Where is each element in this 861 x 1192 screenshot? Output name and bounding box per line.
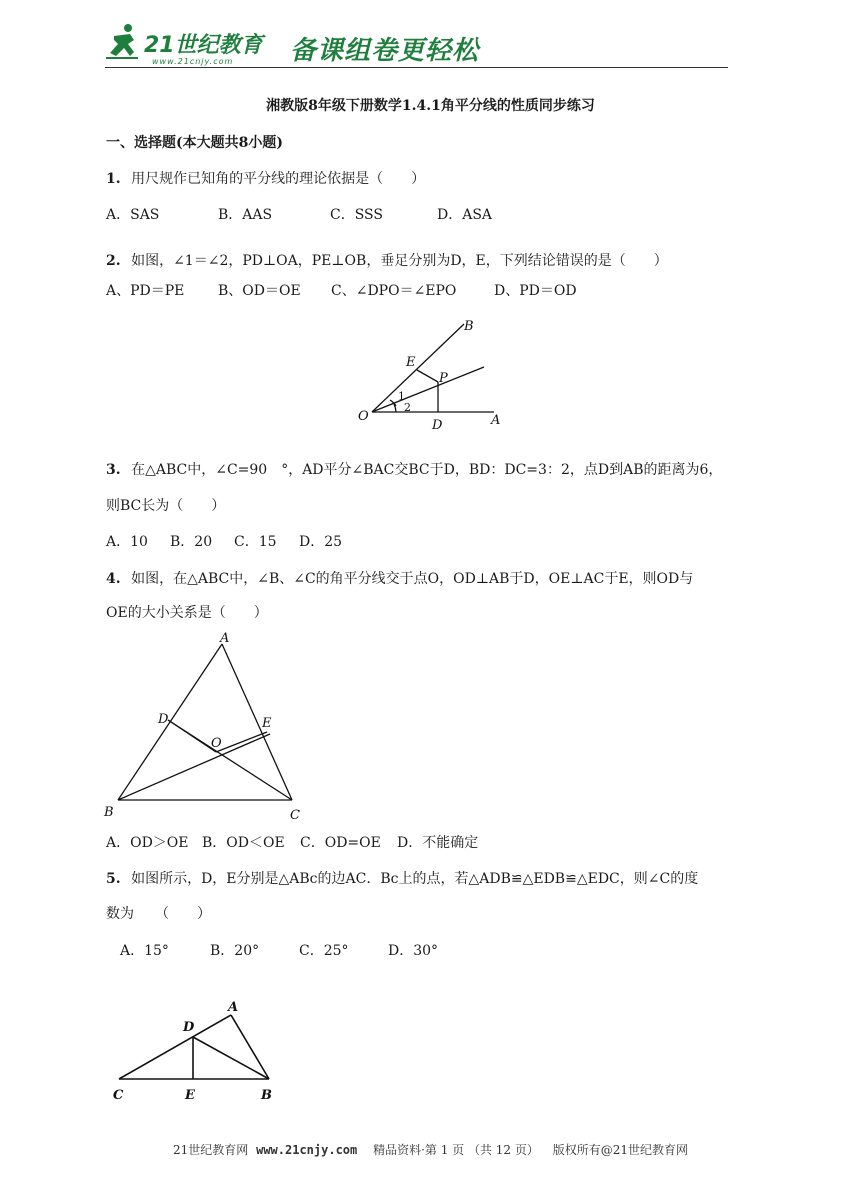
label-o: O	[211, 736, 222, 751]
question-2	[106, 251, 668, 271]
footer-site-name: 21世纪教育网	[173, 1143, 249, 1157]
side-ca	[119, 1015, 231, 1079]
question-3-line2: 则BC长为（ ）	[106, 498, 226, 514]
brand-slogan: 备课组卷更轻松	[290, 36, 480, 66]
footer-page-info: 精品资料·第 1 页 （共 12 页）	[373, 1143, 539, 1157]
q1-option-a: A．SAS	[106, 207, 160, 223]
question-3	[106, 460, 722, 480]
label-e: E	[406, 355, 416, 370]
q3-option-d: D．25	[299, 534, 343, 550]
label-a: A	[491, 413, 501, 428]
q1-option-b: B．AAS	[218, 207, 273, 223]
question-5	[106, 869, 698, 889]
label-e: E	[262, 716, 272, 731]
label-b: B	[464, 319, 474, 334]
q5-option-c: C．25°	[299, 943, 349, 959]
segment-pe	[417, 370, 438, 382]
question-text: 用尺规作已知角的平分线的理论依据是（ ）	[131, 171, 426, 187]
label-b: B	[104, 805, 114, 820]
question-number: 5.	[106, 871, 121, 887]
footer-copyright: 版权所有@21世纪教育网	[552, 1143, 688, 1157]
segment-od	[168, 720, 216, 752]
label-b: B	[261, 1088, 272, 1103]
question-text: 如图，∠1＝∠2，PD⊥OA，PE⊥OB，垂足分别为D，E，下列结论错误的是（ ）	[131, 253, 668, 269]
bisector-b	[118, 734, 270, 800]
segment-db	[193, 1037, 269, 1079]
q4-option-b: B．OD＜OE	[202, 835, 285, 851]
q1-option-d: D．ASA	[437, 207, 493, 223]
header-divider	[105, 67, 728, 68]
label-c: C	[290, 808, 300, 823]
question-1	[106, 169, 425, 189]
q5-option-d: D．30°	[388, 943, 439, 959]
label-2: 2	[404, 401, 411, 414]
question-number: 1.	[106, 171, 121, 187]
q2-option-a: A、PD＝PE	[106, 283, 185, 299]
q3-option-a: A．10	[106, 534, 148, 550]
q2-option-c: C、∠DPO＝∠EPO	[331, 283, 457, 299]
label-d: D	[432, 418, 443, 433]
question-number: 4.	[106, 571, 121, 587]
header	[0, 0, 861, 75]
q4-option-a: A．OD＞OE	[106, 835, 189, 851]
question-text-line1: 如图所示，D，E分别是△ABc的边AC．Bc上的点，若△ADB≌△EDB≌△EDC，则∠C的度	[131, 871, 699, 887]
ray-ob	[372, 324, 464, 412]
label-o: O	[358, 409, 369, 424]
question-number: 2.	[106, 253, 121, 269]
label-a: A	[220, 631, 230, 646]
label-c: C	[113, 1088, 124, 1103]
q5-option-a: A．15°	[120, 943, 169, 959]
q5-option-b: B．20°	[210, 943, 260, 959]
question-text-line1: 在△ABC中，∠C=90 °，AD平分∠BAC交BC于D，BD：DC=3：2，点D到AB的距离为6，	[131, 462, 723, 478]
brand-name: 21世纪教育	[144, 33, 263, 58]
brand-url: www.21cnjy.com	[152, 57, 234, 66]
question-5-line2: 数为 （ ）	[106, 906, 211, 922]
segment-oe	[216, 732, 267, 752]
label-e: E	[185, 1088, 195, 1103]
q3-option-b: B．20	[170, 534, 213, 550]
q2-figure	[350, 312, 510, 437]
label-p: P	[439, 371, 448, 386]
footer-site-url[interactable]: www.21cnjy.com	[256, 1143, 358, 1157]
q4-option-c: C．OD=OE	[300, 835, 381, 851]
q2-option-d: D、PD＝OD	[494, 283, 577, 299]
label-d: D	[183, 1020, 195, 1035]
label-d: D	[158, 712, 169, 727]
q4-figure	[100, 630, 310, 825]
q2-option-b: B、OD＝OE	[218, 283, 301, 299]
section-heading: 一、选择题(本大题共8小题)	[106, 135, 283, 151]
question-4	[106, 569, 693, 589]
q3-option-c: C．15	[234, 534, 277, 550]
page-title: 湘教版8年级下册数学1.4.1角平分线的性质同步练习	[266, 98, 595, 114]
question-number: 3.	[106, 462, 121, 478]
q4-option-d: D．不能确定	[397, 835, 479, 851]
question-4-line2: OE的大小关系是（ ）	[106, 605, 268, 621]
page-footer	[0, 1140, 861, 1160]
q5-figure	[105, 993, 290, 1108]
label-1: 1	[398, 390, 405, 403]
q1-option-c: C．SSS	[330, 207, 383, 223]
runner-logo-icon	[104, 22, 142, 62]
question-text-line1: 如图，在△ABC中，∠B、∠C的角平分线交于点O，OD⊥AB于D，OE⊥AC于E，则OD与	[131, 571, 694, 587]
label-a: A	[228, 1000, 239, 1015]
ray-op	[372, 367, 484, 412]
side-ac	[222, 644, 292, 800]
